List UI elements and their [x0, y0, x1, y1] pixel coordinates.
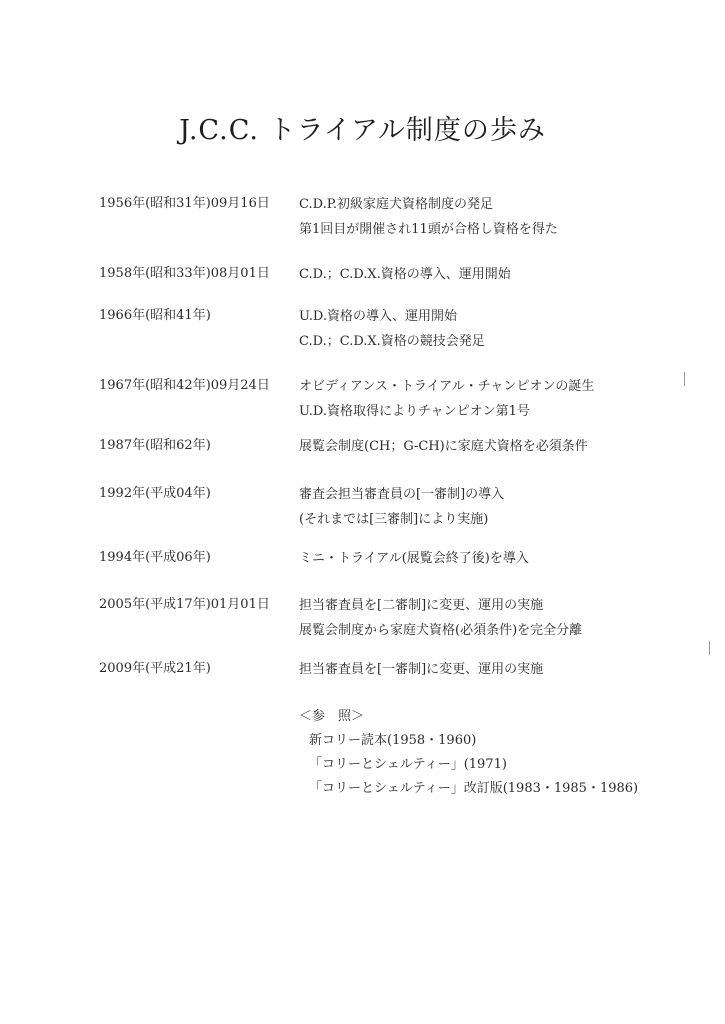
references: [299, 705, 638, 801]
entry-line: オビディアンス・トライアル・チャンピオンの誕生: [299, 379, 595, 394]
entry-line: C.D.；C.D.X.資格の導入、運用開始: [299, 267, 511, 282]
entry-description: [299, 657, 543, 682]
entry-line: 担当審査員を[一審制]に変更、運用の実施: [299, 662, 544, 677]
entry-line: C.D.P.初級家庭犬資格制度の発足: [299, 197, 493, 212]
entry-line: 審査会担当審査員の[一審制]の導入: [299, 487, 505, 502]
scan-speck: [684, 372, 685, 386]
reference-item: 新コリー読本(1958・1960): [309, 733, 477, 748]
entry-description: [299, 262, 511, 287]
entry-date: 1992年(平成04年): [99, 486, 211, 501]
entry-date: 1987年(昭和62年): [99, 438, 211, 453]
entry-date: 2009年(平成21年): [99, 661, 211, 676]
entry-date: 1967年(昭和42年)09月24日: [99, 378, 270, 393]
reference-item: 「コリーとシェルティー」(1971): [309, 757, 507, 772]
entry-date: 1966年(昭和41年): [99, 308, 211, 323]
entry-description: [299, 192, 558, 242]
entry-line: C.D.；C.D.X.資格の競技会発足: [299, 334, 485, 349]
entry-description: [299, 546, 529, 571]
entry-date: 2005年(平成17年)01月01日: [99, 597, 270, 612]
entry-date: 1958年(昭和33年)08月01日: [99, 266, 270, 281]
entry-description: [299, 374, 594, 424]
entry-description: [299, 593, 582, 643]
reference-item: 「コリーとシェルティー」改訂版(1983・1985・1986): [309, 781, 639, 796]
entry-description: [299, 304, 485, 354]
entry-line: 第1回目が開催され11頭が合格し資格を得た: [299, 222, 558, 237]
entry-line: 展覧会制度(CH；G-CH)に家庭犬資格を必須条件: [299, 439, 588, 454]
entry-description: [299, 434, 588, 459]
entry-line: 展覧会制度から家庭犬資格(必須条件)を完全分離: [299, 623, 583, 638]
entry-line: ミニ・トライアル(展覧会終了後)を導入: [299, 551, 529, 566]
page-title: J.C.C. トライアル制度の歩み: [179, 115, 546, 146]
entry-line: U.D.資格取得によりチャンピオン第1号: [299, 404, 530, 419]
references-heading: ＜参 照＞: [299, 709, 365, 724]
entry-line: 担当審査員を[二審制]に変更、運用の実施: [299, 598, 544, 613]
entry-date: 1956年(昭和31年)09月16日: [99, 196, 270, 211]
entry-line: U.D.資格の導入、運用開始: [299, 309, 457, 324]
scan-speck: [709, 641, 710, 655]
entry-date: 1994年(平成06年): [99, 550, 211, 565]
entry-description: [299, 482, 504, 532]
entry-line: (それまでは[三審制]により実施): [299, 512, 489, 527]
